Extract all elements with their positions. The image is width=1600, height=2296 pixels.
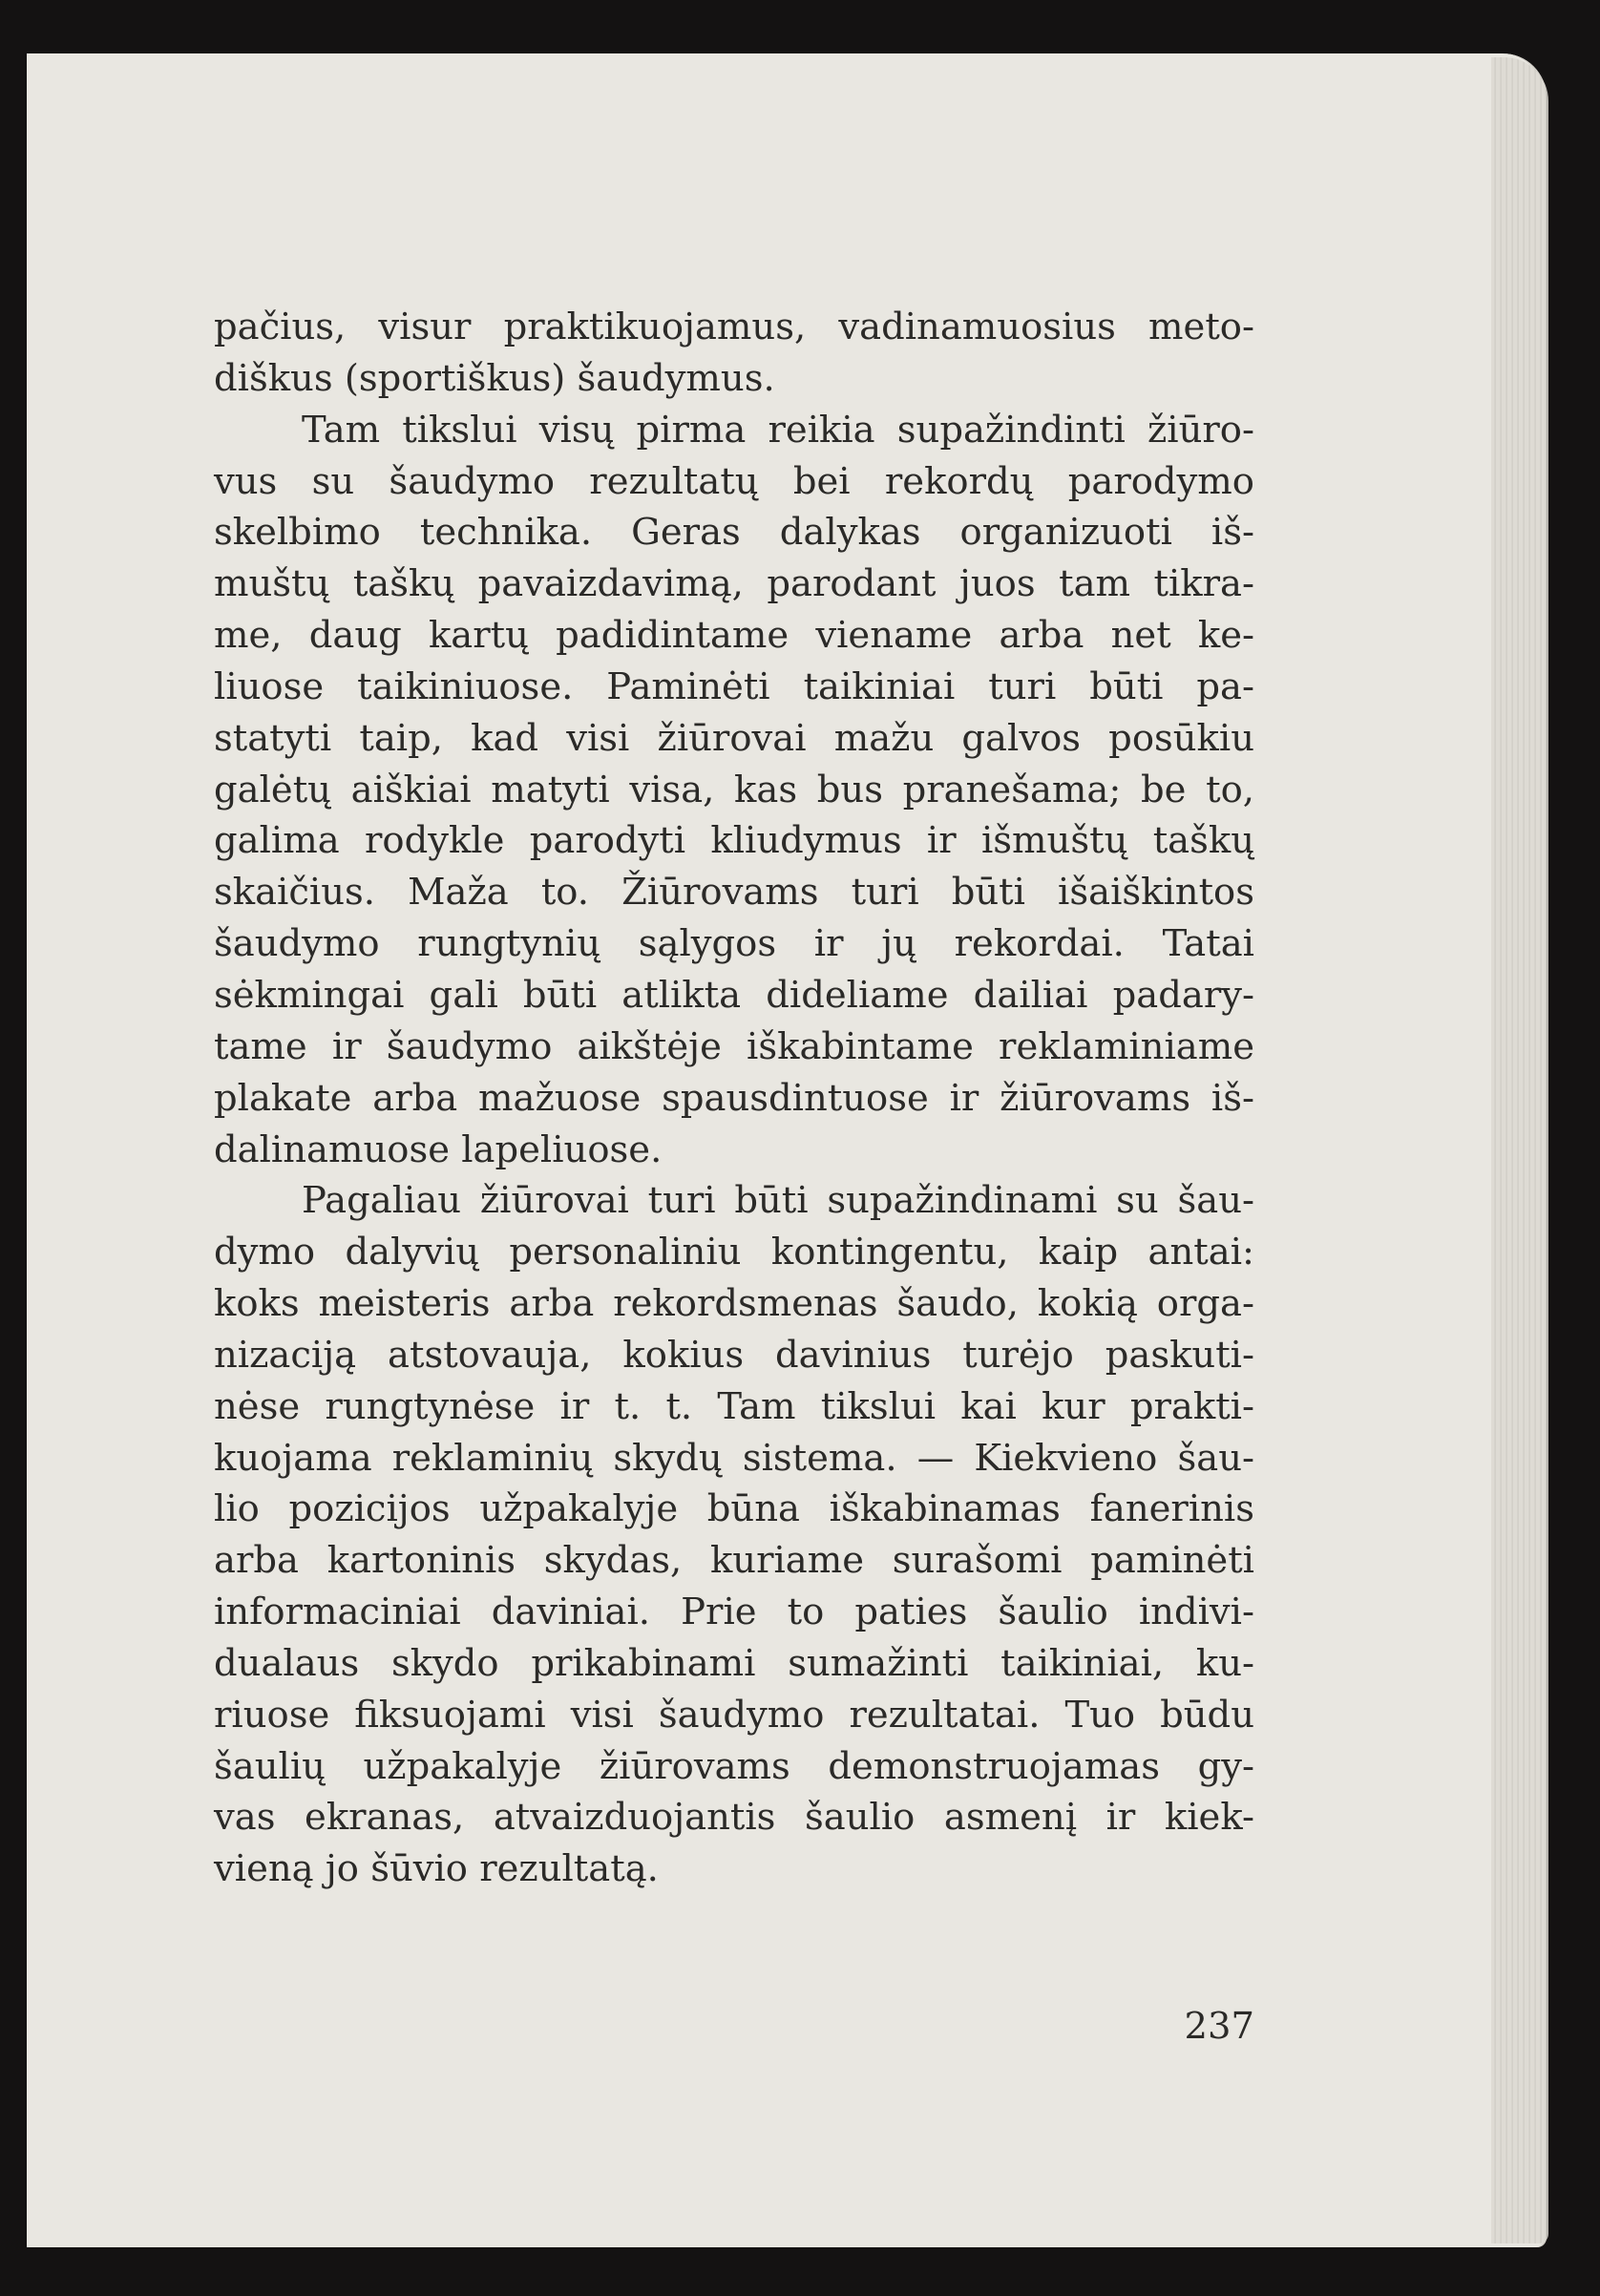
- text-line: me, daug kartų padidintame viename arba net ke-: [214, 614, 1254, 658]
- text-line: galima rodykle parodyti kliudymus ir išmuštų taškų: [214, 819, 1254, 863]
- text-line: arba kartoninis skydas, kuriame surašomi paminėti: [214, 1539, 1254, 1583]
- page-edge-shading: [1491, 57, 1548, 2243]
- text-line: pačius, visur praktikuojamus, vadinamuosius meto-: [214, 305, 1254, 348]
- text-line: muštų taškų pavaizdavimą, parodant juos tam tikra-: [214, 562, 1254, 606]
- text-line: dymo dalyvių personaliniu kontingentu, kaip antai:: [214, 1231, 1254, 1274]
- text-line: sėkmingai gali būti atlikta dideliame dailiai padary-: [214, 973, 1254, 1017]
- text-line: šaulių užpakalyje žiūrovams demonstruojamas gy-: [214, 1744, 1254, 1788]
- text-line: lio pozicijos užpakalyje būna iškabinamas fanerinis: [214, 1487, 1254, 1531]
- text-line: diškus (sportiškus) šaudymus.: [214, 356, 775, 400]
- text-line: statyti taip, kad visi žiūrovai mažu galvos posūkiu: [214, 716, 1254, 760]
- text-line: koks meisteris arba rekordsmenas šaudo, kokią orga-: [214, 1282, 1254, 1326]
- text-line: skaičius. Maža to. Žiūrovams turi būti išaiškintos: [214, 871, 1254, 915]
- text-line: dalinamuose lapeliuose.: [214, 1127, 663, 1171]
- text-line: informaciniai daviniai. Prie to paties šaulio indivi-: [214, 1590, 1254, 1634]
- text-line: nizaciją atstovauja, kokius davinius turėjo paskuti-: [214, 1333, 1254, 1377]
- text-line: šaudymo rungtynių sąlygos ir jų rekordai. Tatai: [214, 922, 1254, 966]
- text-line: skelbimo technika. Geras dalykas organizuoti iš-: [214, 511, 1254, 555]
- text-line: tame ir šaudymo aikštėje iškabintame reklaminiame: [214, 1024, 1254, 1068]
- text-line: dualaus skydo prikabinami sumažinti taikiniai, ku-: [214, 1641, 1254, 1685]
- text-line: vus su šaudymo rezultatų bei rekordų parodymo: [214, 459, 1254, 503]
- text-line: galėtų aiškiai matyti visa, kas bus pranešama; be to,: [214, 768, 1254, 811]
- text-line: Tam tikslui visų pirma reikia supažindinti žiūro-: [302, 408, 1254, 452]
- text-line: nėse rungtynėse ir t. t. Tam tikslui kai kur prakti-: [214, 1384, 1254, 1428]
- text-line: Pagaliau žiūrovai turi būti supažindinami su šau-: [302, 1179, 1254, 1223]
- text-line: riuose fiksuojami visi šaudymo rezultatai. Tuo būdu: [214, 1693, 1254, 1737]
- text-line: kuojama reklaminių skydų sistema. — Kiekvieno šau-: [214, 1436, 1254, 1480]
- body-text: [214, 302, 1254, 1895]
- text-line: vas ekranas, atvaizduojantis šaulio asmenį ir kiek-: [214, 1796, 1254, 1840]
- page-number: 237: [1184, 2005, 1254, 2048]
- text-line: liuose taikiniuose. Paminėti taikiniai turi būti pa-: [214, 664, 1254, 708]
- text-line: vieną jo šūvio rezultatą.: [214, 1847, 659, 1891]
- text-line: plakate arba mažuose spausdintuose ir žiūrovams iš-: [214, 1076, 1254, 1120]
